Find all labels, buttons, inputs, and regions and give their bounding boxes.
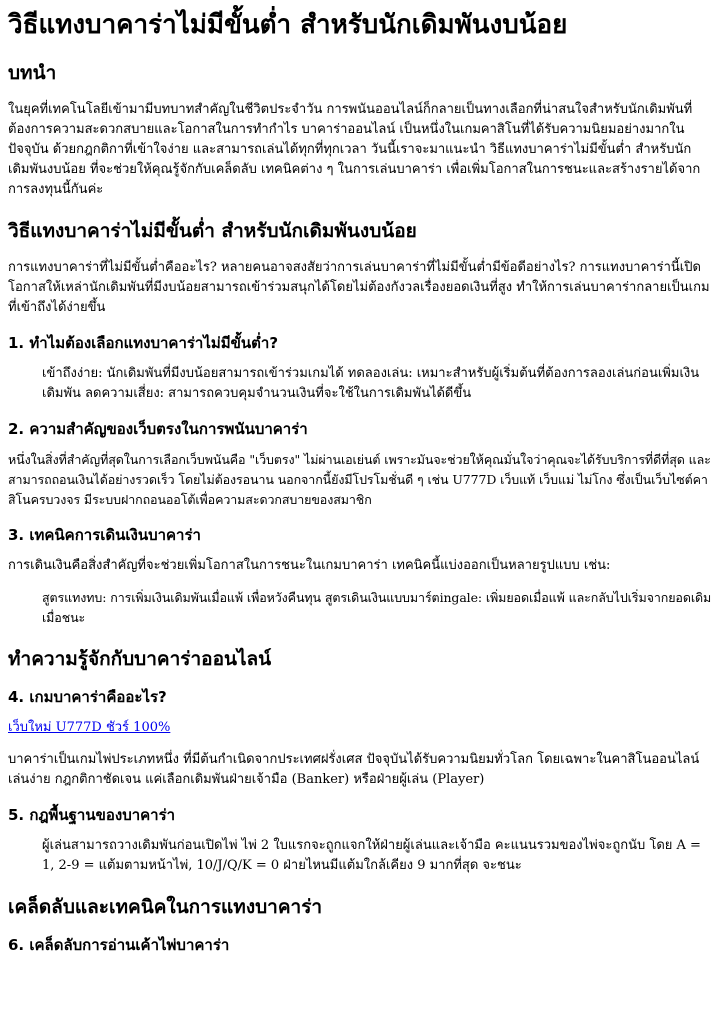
q4-paragraph: บาคาร่าเป็นเกมไพ่ประเภทหนึ่ง ที่มีต้นกำเนิดจากประเทศฝรั่งเศส ปัจจุบันได้รับความนิยมทั่วโลก โดยเฉพาะในคาสิโนออนไลน์ เล่นง่าย กฎกติกาชัดเจน แค่เลือกเดิมพันฝ่ายเจ้ามือ (Banker) หรือฝ่ายผู้เล่น (Player): [8, 752, 700, 787]
q6-heading: 6. เคล็ดลับการอ่านเค้าไพ่บาคาร่า: [8, 936, 230, 954]
q5-heading: 5. กฎพื้นฐานของบาคาร่า: [8, 806, 176, 824]
list-item: ผู้เล่นสามารถวางเดิมพันก่อนเปิดไพ่ ไพ่ 2 ใบแรกจะถูกแจกให้ฝ่ายผู้เล่นและเจ้ามือ คะแนนรวมของไพ่จะถูกนับ โดย A = 1, 2-9 = แต้มตามหน้าไพ่, 10/J/Q/K = 0 ฝ่ายไหนมีแต้มใกล้เคียง 9 มากที่สุด จะชนะ: [42, 838, 701, 873]
q4-heading: 4. เกมบาคาร่าคืออะไร?: [8, 688, 167, 706]
list-item: เข้าถึงง่าย: นักเดิมพันที่มีงบน้อยสามารถเข้าร่วมเกมได้ ทดลองเล่น: เหมาะสำหรับผู้เริ่มต้นที่ต้องการลองเล่นก่อนเพิ่มเงินเดิมพัน ลดความเสี่ยง: สามารถควบคุมจำนวนเงินที่จะใช้ในการเดิมพันได้ดีขึ้น: [42, 366, 700, 401]
page-title: วิธีแทงบาคาร่าไม่มีขั้นต่ำ สำหรับนักเดิมพันงบน้อย: [8, 10, 568, 40]
q1-list: [8, 364, 712, 404]
intro-heading: บทนำ: [8, 62, 57, 84]
list-item: สูตรแทงทบ: การเพิ่มเงินเดิมพันเมื่อแพ้ เพื่อหวังคืนทุน สูตรเดินเงินแบบมาร์ตingale: เพิ่มยอดเมื่อแพ้ และกลับไปเริ่มจากยอดเดิมเมื่อชนะ: [42, 590, 712, 625]
section3-heading: เคล็ดลับและเทคนิคในการแทงบาคาร่า: [8, 896, 323, 918]
section1-paragraph: การแทงบาคาร่าที่ไม่มีขั้นต่ำคืออะไร? หลายคนอาจสงสัยว่าการเล่นบาคาร่าที่ไม่มีขั้นต่ำมีข้อดีอย่างไร? การแทงบาคาร่านี้เปิดโอกาสให้เหล่านักเดิมพันที่มีงบน้อยสามารถเข้าร่วมสนุกได้โดยไม่ต้องกังวลเรื่องยอดเงินที่สูง ทำให้การเล่นบาคาร่ากลายเป็นเกมที่เข้าถึงได้ง่ายขึ้น: [8, 260, 710, 315]
section2-heading: ทำความรู้จักกับบาคาร่าออนไลน์: [8, 648, 272, 670]
u777d-link[interactable]: เว็บใหม่ U777D ชัวร์ 100%: [8, 720, 171, 735]
q2-heading: 2. ความสำคัญของเว็บตรงในการพนันบาคาร่า: [8, 420, 308, 438]
q1-heading: 1. ทำไมต้องเลือกแทงบาคาร่าไม่มีขั้นต่ำ?: [8, 334, 279, 352]
q2-paragraph: หนึ่งในสิ่งที่สำคัญที่สุดในการเลือกเว็บพนันคือ "เว็บตรง" ไม่ผ่านเอเย่นต์ เพราะมันจะช่วยให้คุณมั่นใจว่าคุณจะได้รับบริการที่ดีที่สุด และสามารถถอนเงินได้อย่างรวดเร็ว โดยไม่ต้องรอนาน นอกจากนี้ยังมีโปรโมชั่นดี ๆ เช่น U777D เว็บแท้ เว็บแม่ ไม่โกง ซึ่งเป็นเว็บไซต์คาสิโนครบวงจร มีระบบฝากถอนออโต้เพื่อความสะดวกสบายของสมาชิก: [8, 452, 711, 507]
q5-list: [8, 836, 712, 876]
q3-list: [8, 588, 712, 628]
article: [0, 8, 712, 956]
intro-paragraph: ในยุคที่เทคโนโลยีเข้ามามีบทบาทสำคัญในชีวิตประจำวัน การพนันออนไลน์ก็กลายเป็นทางเลือกที่น่าสนใจสำหรับนักเดิมพันที่ต้องการความสะดวกสบายและโอกาสในการทำกำไร บาคาร่าออนไลน์ เป็นหนึ่งในเกมคาสิโนที่ได้รับความนิยมอย่างมากในปัจจุบัน ด้วยกฎกติกาที่เข้าใจง่าย และสามารถเล่นได้ทุกที่ทุกเวลา วันนี้เราจะมาแนะนำ วิธีแทงบาคาร่าไม่มีขั้นต่ำ สำหรับนักเดิมพันงบน้อย ที่จะช่วยให้คุณรู้จักกับเคล็ดลับ เทคนิคต่าง ๆ ในการเล่นบาคาร่า เพื่อเพิ่มโอกาสในการชนะและสร้างรายได้จากการลงทุนนี้กันค่ะ: [8, 102, 701, 197]
q3-paragraph: การเดินเงินคือสิ่งสำคัญที่จะช่วยเพิ่มโอกาสในการชนะในเกมบาคาร่า เทคนิคนี้แบ่งออกเป็นหลายรูปแบบ เช่น:: [8, 558, 611, 573]
q3-heading: 3. เทคนิคการเดินเงินบาคาร่า: [8, 526, 201, 544]
section1-heading: วิธีแทงบาคาร่าไม่มีขั้นต่ำ สำหรับนักเดิมพันงบน้อย: [8, 220, 417, 242]
